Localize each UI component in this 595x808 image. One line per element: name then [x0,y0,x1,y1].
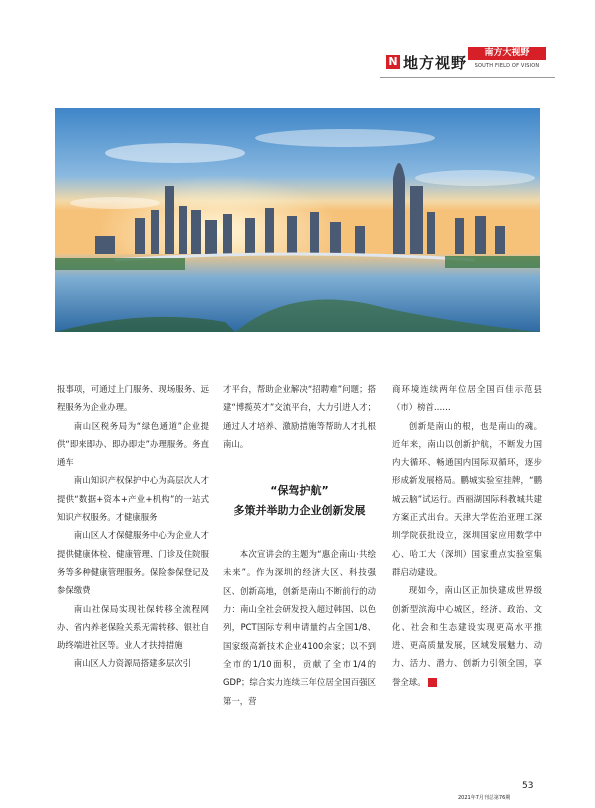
paragraph [392,581,542,691]
article-column-1 [57,380,209,673]
subheading-line-2: 多策并举助力企业创新发展 [233,504,366,518]
header-tag-en: SOUTH FIELD OF VISION [474,63,540,69]
paragraph-text: 现如今，南山区正加快建成世界级创新型滨海中心城区，经济、政治、文化、社会和生态建设实现更高水平推进、更高质量发展，区域发展魅力、动力、活力、潜力、创新力引领全国，享誉全球。 [392,585,542,687]
paragraph: 本次宣讲会的主题为“惠企南山·共绘未来”。作为深圳的经济大区、科技强区、创新高地，创新是南山不断前行的动力：南山全社会研发投入超过韩国、以色列，PCT国际专利申请量约占全国1/8、国家级高新技术企业4100余家；以不到全市的1/10面积，贡献了全市1/4的GDP；综合实力连续三年位居全国百强区第一，营 [223,549,376,706]
issue-label: 2021年7月刊总第76期 [458,795,511,801]
header-tag-block [468,47,546,69]
paragraph: 商环境连续两年位居全国百佳示范县（市）榜首…… [392,384,542,413]
section-subheading [223,481,376,521]
paragraph: 才平台，帮助企业解决“招聘难”问题；搭建“博揽英才”交流平台，大力引进人才；通过人才培养、激励措施等帮助人才扎根南山。 [223,384,376,449]
paragraph: 南山知识产权保护中心为高层次人才提供“数据+资本+产业+机构”的一站式知识产权服务。才健康服务 [57,475,209,523]
end-mark-icon: N [428,678,437,687]
paragraph: 南山社保局实现社保转移全流程网办、省内养老保险关系无需转移、银社自助终端进社区等。业人才扶持措施 [57,603,209,651]
section-title: 地方视野 [403,54,468,72]
city-skyline-image [55,108,540,332]
paragraph: 南山区人才保健服务中心为企业人才提供健康体检、健康管理、门诊及住院服务等多种健康管理服务。保险参保登记及参保缴费 [57,530,209,596]
article-column-2 [223,380,376,710]
hero-photo [55,108,540,332]
paragraph: 南山区税务局为“绿色通道”企业提供“即来即办、即办即走”办理服务。务直通车 [57,420,209,468]
section-header [380,44,560,80]
paragraph: 南山区人力资源局搭建多层次引 [73,658,192,669]
article-column-3 [392,380,542,691]
header-tag: 南方大视野 [468,47,546,60]
magazine-logo-icon: N [386,55,400,69]
paragraph: 创新是南山的根，也是南山的魂。近年来，南山以创新护航，不断发力国内大循环、畅通国内国际双循环，逐步形成新发展格局。鹏城实验室挂牌，“鹏城云脑”试运行。西丽湖国际科教城共建方案正式出台。天津大学佐治亚理工深圳学院获批设立，深圳国家应用数学中心、哈工大（深圳）国家重点实验室集群启动建设。 [392,420,542,577]
paragraph: 报事项，可通过上门服务、现场服务、远程服务为企业办理。 [57,384,209,413]
header-divider [380,77,555,78]
subheading-line-1: “保驾护航” [270,484,329,498]
page-number: 53 [522,781,534,791]
